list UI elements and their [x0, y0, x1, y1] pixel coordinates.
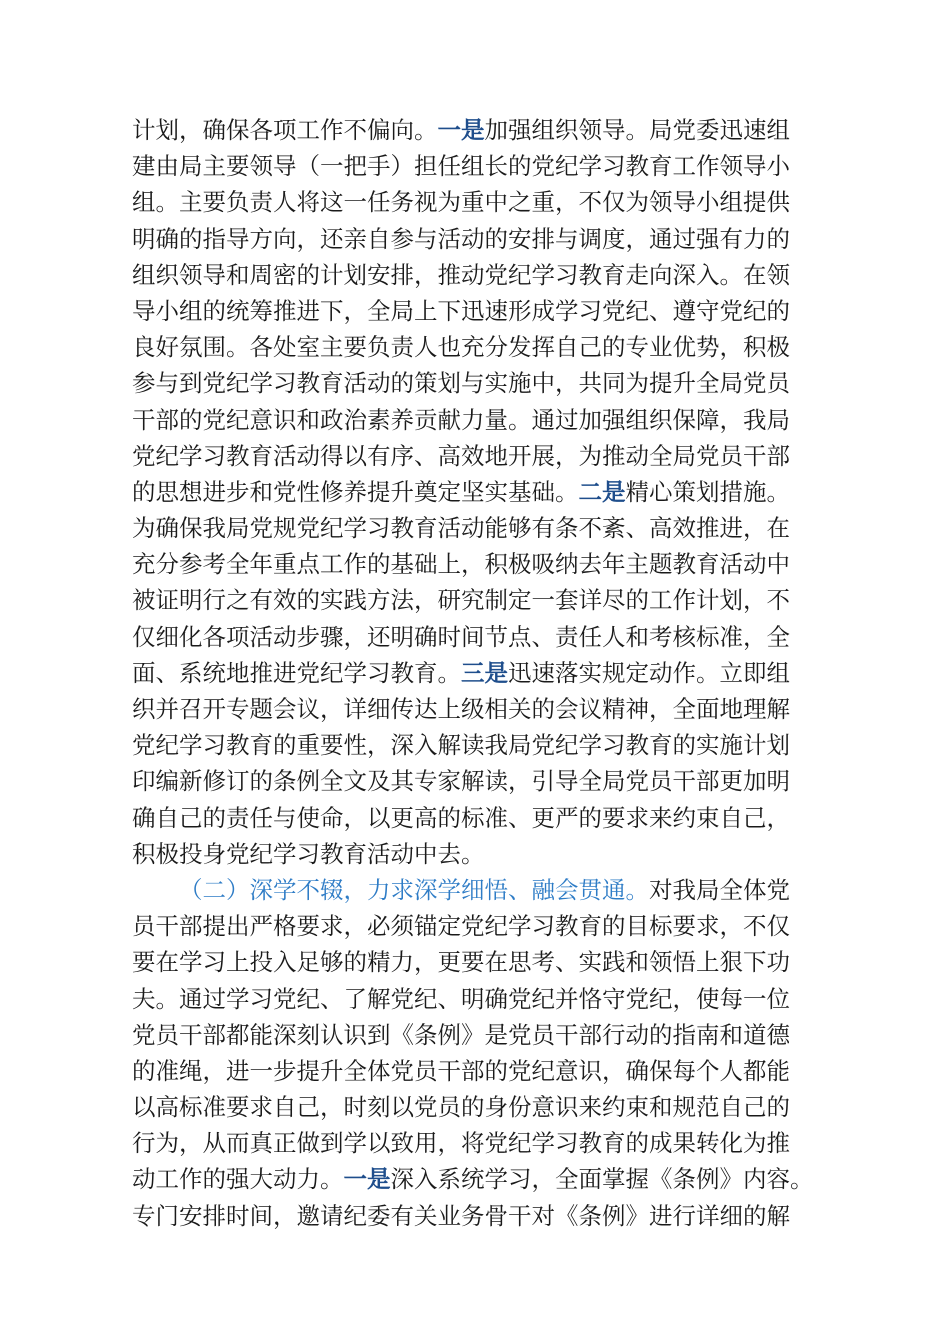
text-line — [132, 619, 852, 655]
text-line — [132, 655, 852, 691]
text-run: 对我局全体党 — [649, 875, 790, 904]
text-run: 积极投身党纪学习教育活动中去。 — [132, 839, 485, 868]
text-run: 加强组织领导。局党委迅速组 — [484, 116, 790, 144]
text-line — [132, 221, 852, 257]
text-line — [132, 981, 852, 1017]
text-line — [132, 112, 852, 148]
text-run: 员干部提出严格要求，必须锚定党纪学习教育的目标要求，不仅 — [132, 912, 790, 941]
text-run: 组。主要负责人将这一任务视为重中之重，不仅为领导小组提供 — [132, 188, 790, 217]
text-run: 明确的指导方向，还亲自参与活动的安排与调度，通过强有力的 — [132, 224, 790, 253]
text-run: 导小组的统筹推进下，全局上下迅速形成学习党纪、遵守党纪的 — [132, 296, 790, 325]
text-run: 党纪学习教育的重要性，深入解读我局党纪学习教育的实施计划 — [132, 731, 790, 760]
text-run: 党纪学习教育活动得以有序、高效地开展，为推动全局党员干部 — [132, 441, 790, 470]
text-run: 深入系统学习，全面掌握《条例》内容。 — [390, 1165, 814, 1194]
text-line — [132, 510, 852, 546]
text-line — [132, 148, 852, 184]
keyword-marker: 三是 — [461, 658, 508, 687]
text-line — [132, 944, 852, 980]
text-run: 的准绳，进一步提升全体党员干部的党纪意识，确保每个人都能 — [132, 1056, 790, 1085]
text-line — [132, 582, 852, 618]
text-run: 仅细化各项活动步骤，还明确时间节点、责任人和考核标准，全 — [132, 622, 790, 651]
text-run: 充分参考全年重点工作的基础上，积极吸纳去年主题教育活动中 — [132, 550, 790, 579]
text-run: 为确保我局党规党纪学习教育活动能够有条不紊、高效推进，在 — [132, 514, 790, 543]
text-run: 以高标准要求自己，时刻以党员的身份意识来约束和规范自己的 — [132, 1093, 790, 1122]
text-line — [132, 836, 852, 872]
text-line — [132, 908, 852, 944]
text-run: 确自己的责任与使命，以更高的标准、更严的要求来约束自己， — [132, 803, 790, 832]
text-line — [132, 727, 852, 763]
text-line — [132, 402, 852, 438]
text-run: 良好氛围。各处室主要负责人也充分发挥自己的专业优势，积极 — [132, 333, 790, 362]
text-run: 行为，从而真正做到学以致用，将党纪学习教育的成果转化为推 — [132, 1129, 790, 1158]
keyword-marker: 一是 — [437, 116, 485, 144]
text-line — [132, 872, 852, 908]
text-run: 干部的党纪意识和政治素养贡献力量。通过加强组织保障，我局 — [132, 405, 790, 434]
text-run: 参与到党纪学习教育活动的策划与实施中，共同为提升全局党员 — [132, 369, 790, 398]
text-run: 的思想进步和党性修养提升奠定坚实基础。 — [132, 477, 579, 506]
text-line — [132, 1089, 852, 1125]
text-run: 党员干部都能深刻认识到《条例》是党员干部行动的指南和道德 — [132, 1020, 790, 1049]
text-run: 夫。通过学习党纪、了解党纪、明确党纪并恪守党纪，使每一位 — [132, 984, 790, 1013]
text-run: 印编新修订的条例全文及其专家解读，引导全局党员干部更加明 — [132, 767, 790, 796]
text-line — [132, 293, 852, 329]
text-line — [132, 438, 852, 474]
text-run: 动工作的强大动力。 — [132, 1165, 344, 1194]
keyword-marker: 一是 — [343, 1165, 391, 1194]
text-line — [132, 691, 852, 727]
keyword-marker: 二是 — [578, 477, 626, 506]
text-line — [132, 474, 852, 510]
text-run: 计划，确保各项工作不偏向。 — [132, 116, 438, 144]
text-line — [132, 329, 852, 365]
text-line — [132, 800, 852, 836]
text-run: 被证明行之有效的实践方法，研究制定一套详尽的工作计划，不 — [132, 586, 790, 615]
text-line — [132, 1053, 852, 1089]
text-run: 精心策划措施。 — [625, 477, 790, 506]
text-run: 迅速落实规定动作。立即组 — [508, 658, 790, 687]
text-line — [132, 184, 852, 220]
text-line — [132, 1017, 852, 1053]
text-line — [132, 257, 852, 293]
text-line — [132, 1161, 852, 1197]
text-line — [132, 365, 852, 401]
text-run: 要在学习上投入足够的精力，更要在思考、实践和领悟上狠下功 — [132, 948, 790, 977]
text-run: 织并召开专题会议，详细传达上级相关的会议精神，全面地理解 — [132, 695, 790, 723]
text-run: 组织领导和周密的计划安排，推动党纪学习教育走向深入。在领 — [132, 260, 790, 289]
text-line — [132, 1198, 852, 1234]
text-run: 建由局主要领导（一把手）担任组长的党纪学习教育工作领导小 — [132, 152, 790, 181]
section-heading: （二）深学不辍，力求深学细悟、融会贯通。 — [179, 875, 649, 904]
text-line — [132, 763, 852, 799]
document-body-text — [132, 112, 852, 1234]
text-run: 面、系统地推进党纪学习教育。 — [132, 658, 461, 687]
text-run: 专门安排时间，邀请纪委有关业务骨干对《条例》进行详细的解 — [132, 1201, 790, 1230]
text-line — [132, 1125, 852, 1161]
text-line — [132, 546, 852, 582]
